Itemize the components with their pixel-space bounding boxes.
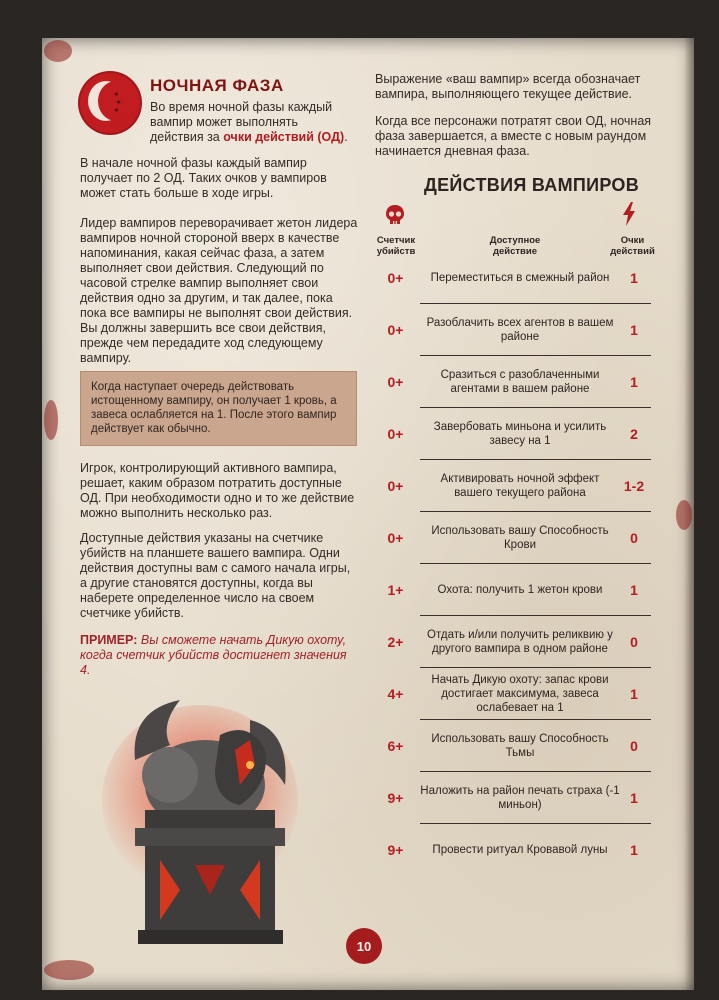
action-description: Отдать и/или получить реликвию у другого вампира в одном районе	[427, 629, 613, 655]
paragraph-start: В начале ночной фазы каждый вампир получает по 2 ОД. Таких очков у вампиров может стать больше в ходе игры.	[80, 156, 327, 200]
action-cost: 1	[630, 686, 638, 702]
note-box	[80, 371, 357, 446]
blood-splatter	[44, 40, 72, 62]
action-row	[375, 252, 655, 304]
action-cost: 1	[630, 322, 638, 338]
action-row	[375, 512, 655, 564]
section-intro	[150, 100, 355, 145]
crescent-moon-icon: ✦ ✦ ✦	[80, 73, 140, 133]
kill-requirement: 1+	[387, 582, 404, 598]
action-description: Сразиться с разоблаченными агентами в вашем районе	[440, 369, 600, 395]
action-cost: 1	[630, 790, 638, 806]
action-cost: 1	[630, 374, 638, 390]
action-cost: 1	[630, 270, 638, 286]
kill-requirement: 6+	[387, 738, 404, 754]
example-text: Вы сможете начать Дикую охоту, когда счетчик убийств достигнет значения 4.	[80, 633, 347, 677]
column-header-kills: Счетчик убийств	[376, 235, 416, 257]
action-row	[375, 304, 655, 356]
page-number: 10	[346, 928, 382, 964]
kill-requirement: 0+	[387, 270, 404, 286]
action-description: Использовать вашу Способность Крови	[431, 525, 609, 551]
kill-requirement: 2+	[387, 634, 404, 650]
intro-text: Во время ночной фазы каждый вампир может выполнять действия за	[150, 100, 333, 144]
action-description: Завербовать миньона и усилить завесу на 1	[433, 421, 607, 447]
note-text: Когда наступает очередь действовать истощенному вампиру, он получает 1 кровь, а завеса ослабляется на 1. После этого вампир действует как обычно.	[91, 381, 337, 435]
column-header-action: Доступное действие	[489, 235, 541, 257]
action-cost: 0	[630, 530, 638, 546]
section-title: НОЧНАЯ ФАЗА	[150, 76, 284, 95]
example-block	[80, 633, 358, 678]
kill-requirement: 0+	[387, 478, 404, 494]
column-header-cost: Очки действий	[610, 235, 655, 257]
action-cost: 1	[630, 582, 638, 598]
blood-splatter	[44, 960, 94, 980]
right-paragraph-your-vampire: Выражение «ваш вампир» всегда обозначает вампира, выполняющего текущее действие.	[375, 72, 641, 101]
blood-splatter	[676, 500, 692, 530]
action-row	[375, 616, 655, 668]
action-row	[375, 356, 655, 408]
actions-title: ДЕЙСТВИЯ ВАМПИРОВ	[424, 175, 640, 195]
action-row	[375, 564, 655, 616]
paragraph-leader: Лидер вампиров переворачивает жетон лидера вампиров ночной стороной вверх в качестве напоминания, какая сейчас фаза, а затем выполняет свои действия. Следующий по часовой стрелке вампир выполняет свои действия одно за другим, и так далее, пока пока все вампиры не выполнят свои действия. Вы должны завершить все свои действия, прежде чем передадите ход следующему вампиру.	[80, 216, 358, 365]
action-description: Начать Дикую охоту: запас крови достигает максимума, завеса ослабевает на 1	[431, 674, 609, 714]
action-description: Переместиться в смежный район	[430, 272, 610, 284]
kill-requirement: 9+	[387, 842, 404, 858]
action-cost: 1	[630, 842, 638, 858]
action-row	[375, 408, 655, 460]
skull-icon	[385, 204, 405, 226]
action-row	[375, 668, 655, 720]
action-row	[375, 772, 655, 824]
action-cost: 2	[630, 426, 638, 442]
kill-requirement: 0+	[387, 426, 404, 442]
gargoyle-statue-illustration	[100, 690, 305, 950]
action-description: Использовать вашу Способность Тьмы	[431, 733, 609, 759]
kill-requirement: 9+	[387, 790, 404, 806]
right-paragraph-phase-end: Когда все персонажи потратят свои ОД, ночная фаза завершается, а вместе с новым раундом начинается дневная фаза.	[375, 114, 652, 158]
paragraph-available-actions: Доступные действия указаны на счетчике убийств на планшете вашего вампира. Одни действия доступны вам с самого начала игры, а другие становятся доступны, когда вы наберете определенное число на своем счетчике убийств.	[80, 531, 351, 620]
action-description: Разоблачить всех агентов в вашем районе	[426, 317, 614, 343]
action-cost: 0	[630, 634, 638, 650]
action-row	[375, 824, 655, 876]
paragraph-active-vampire: Игрок, контролирующий активного вампира, решает, каким образом потратить доступные ОД. При необходимости одно и то же действие можно выполнить несколько раз.	[80, 461, 355, 520]
action-row	[375, 720, 655, 772]
blood-splatter	[44, 400, 58, 440]
kill-requirement: 0+	[387, 530, 404, 546]
intro-end: .	[344, 130, 348, 144]
action-description: Наложить на район печать страха (-1 миньон)	[420, 785, 620, 811]
action-cost: 1-2	[623, 478, 645, 494]
kill-requirement: 4+	[387, 686, 404, 702]
example-label: ПРИМЕР:	[80, 633, 138, 647]
action-description: Активировать ночной эффект вашего текущего района	[440, 473, 600, 499]
lightning-icon	[622, 202, 636, 226]
action-row	[375, 460, 655, 512]
kill-requirement: 0+	[387, 374, 404, 390]
action-description: Провести ритуал Кровавой луны	[432, 844, 608, 856]
action-cost: 0	[630, 738, 638, 754]
intro-accent: очки действий (ОД)	[223, 130, 345, 144]
action-description: Охота: получить 1 жетон крови	[437, 584, 603, 596]
kill-requirement: 0+	[387, 322, 404, 338]
